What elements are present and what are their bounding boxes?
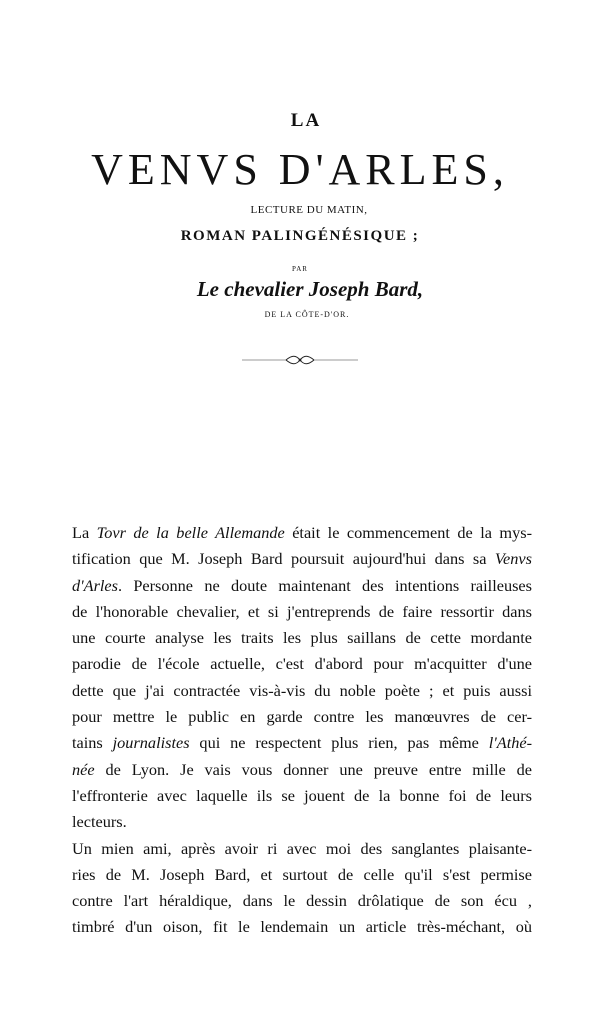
- text-line: tains journalistes qui ne respectent plus rien, pas même l'Athé-: [72, 733, 533, 753]
- text-line: d'Arles. Personne ne doute maintenant des intentions railleuses: [72, 575, 532, 595]
- genre-line: ROMAN PALINGÉNÉSIQUE ;: [180, 228, 420, 244]
- author-line: Le chevalier Joseph Bard,: [196, 277, 424, 301]
- text-line: une courte analyse les traits les plus saillans de cette mordante: [72, 628, 532, 648]
- text-line: dette que j'ai contractée vis-à-vis du noble poète ; et puis aussi: [72, 680, 532, 700]
- text-line: contre l'art héraldique, dans le dessin drôlatique de son écu ,: [72, 891, 532, 911]
- italic-title: d'Arles: [72, 575, 118, 595]
- text-line: La Tovr de la belle Allemande était le commencement de la mys-: [72, 523, 532, 542]
- body-text: [60, 520, 532, 941]
- title-block: [0, 110, 600, 365]
- text-line: de l'honorable chevalier, et si j'entreprends de faire ressortir dans: [72, 601, 532, 621]
- paragraph-2: [60, 836, 532, 941]
- italic-title: Tovr de la belle Allemande: [96, 523, 285, 542]
- italic-word: l'Athé-: [488, 733, 533, 753]
- article-la: LA: [290, 110, 322, 131]
- main-title: VENVS D'ARLES,: [91, 145, 509, 194]
- text-line: parodie de l'école actuelle, c'est d'abord pour m'acquitter d'une: [72, 654, 532, 674]
- author-origin: DE LA CÔTE-D'OR.: [264, 310, 350, 319]
- text-line: pour mettre le public en garde contre les manœuvres de cer-: [72, 707, 532, 727]
- italic-word: journalistes: [112, 733, 190, 753]
- italic-word: née: [72, 759, 95, 779]
- text-line: lecteurs.: [72, 812, 127, 832]
- subtitle: LECTURE DU MATIN,: [250, 204, 368, 216]
- paragraph-1: [60, 520, 532, 836]
- text-line: ries de M. Joseph Bard, et surtout de celle qu'il s'est permise: [72, 864, 532, 884]
- text-line: l'effronterie avec laquelle ils se jouent de la bonne foi de leurs: [72, 785, 532, 805]
- par-label: PAR: [292, 265, 308, 273]
- text-line: Un mien ami, après avoir ri avec moi des sanglantes plaisante-: [72, 838, 532, 858]
- italic-title: Venvs: [494, 549, 532, 569]
- text-line: tification que M. Joseph Bard poursuit aujourd'hui dans sa Venvs: [72, 549, 532, 569]
- text-line: timbré d'un oison, fit le lendemain un article très-méchant, où: [72, 917, 532, 937]
- ornament-divider: [240, 355, 360, 365]
- text-line: née de Lyon. Je vais vous donner une preuve entre mille de: [72, 759, 532, 779]
